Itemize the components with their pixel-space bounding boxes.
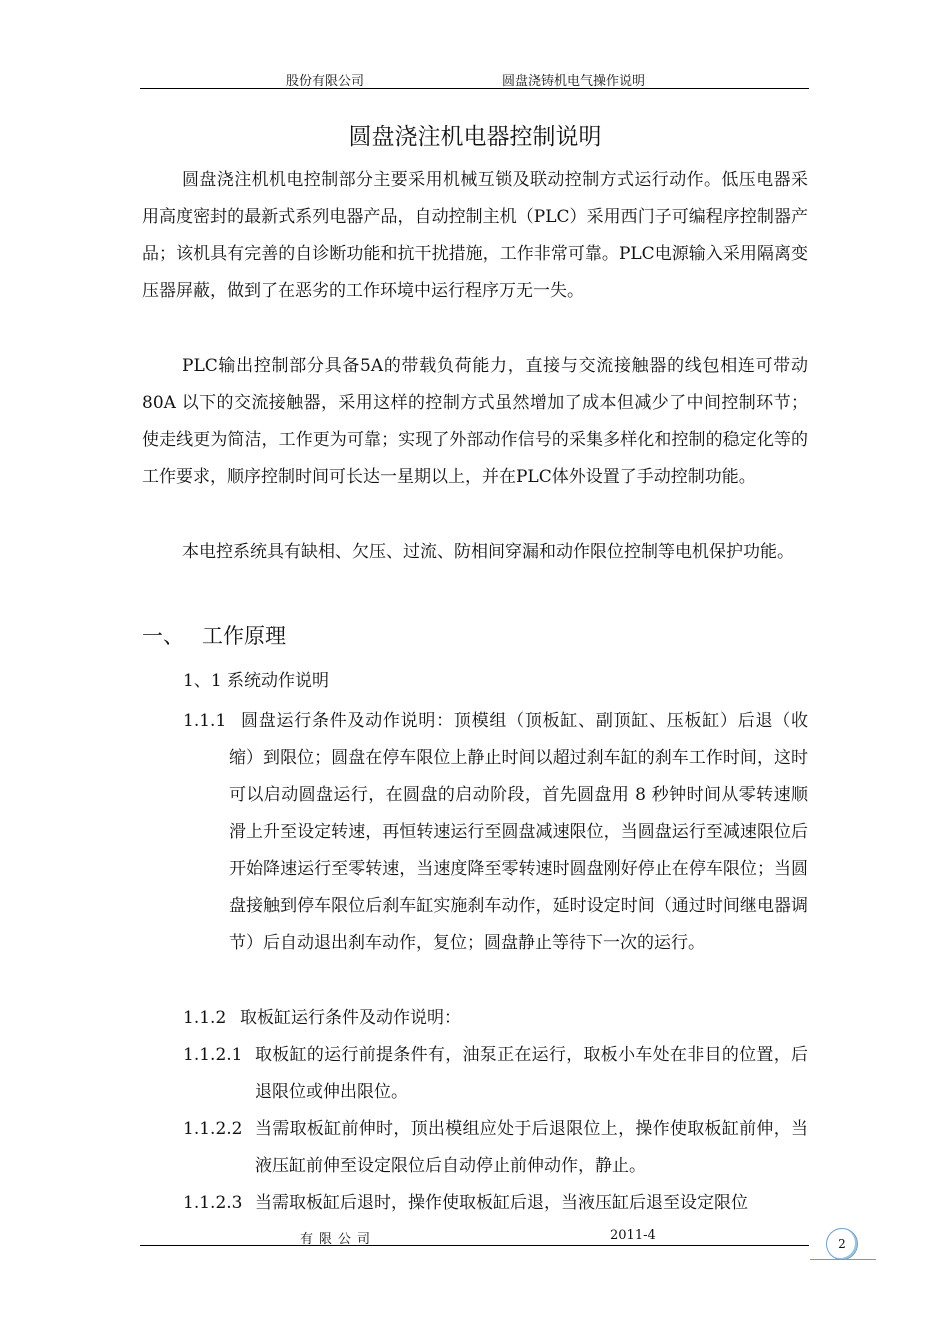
item-text: 当需取板缸前伸时，顶出模组应处于后退限位上，操作使取板缸前伸，当液压缸前伸至设定限位后自动停止前伸动作，静止。 [255,1119,808,1176]
header-company: 股份有限公司 [286,74,365,89]
list-item [183,703,808,1003]
item-number: 1.1.1 [183,711,227,731]
header-doc-name: 圆盘浇铸机电气操作说明 [502,74,646,89]
item-text: 当需取板缸后退时，操作使取板缸后退，当液压缸后退至设定限位 [255,1193,748,1213]
item-number: 1.1.2.3 [183,1193,243,1213]
section-number: 一、 [142,624,184,648]
list-item [183,1037,808,1111]
item-number: 1.1.2.2 [183,1119,243,1139]
page-number-underline [810,1259,876,1260]
paragraph-protection: 本电控系统具有缺相、欠压、过流、防相间穿漏和动作限位控制等电机保护功能。 [182,542,794,562]
page-number-badge: 2 [826,1228,858,1260]
subsection-heading: 1、1 系统动作说明 [183,671,330,691]
item-number: 1.1.2 [183,1008,227,1028]
list-item [183,1111,808,1185]
item-text: 圆盘运行条件及动作说明：顶模组（顶板缸、副顶缸、压板缸）后退（收缩）到限位；圆盘在停车限位上静止时间以超过刹车缸的刹车工作时间，这时可以启动圆盘运行，在圆盘的启动阶段，首先圆盘用 8 秒钟时间从零转速顺滑上升至设定转速，再恒转速运行至圆盘减速限位，当圆盘运行至减速限位后开始降速运行至零转速，当速度降至零转速时圆盘刚好停止在停车限位；当圆盘接触到停车限位后刹车缸实施刹车动作，延时设定时间（通过时间继电器调节）后自动退出刹车动作，复位；圆盘静止等待下一次的运行。 [229,711,808,953]
list-item [183,1185,808,1222]
section-heading [142,620,286,650]
header-rule [140,88,809,89]
item-number: 1.1.2.1 [183,1045,243,1065]
section-title: 工作原理 [202,624,286,648]
footer-company: 有限公司 [300,1232,377,1247]
footer-rule [140,1245,809,1246]
document-title: 圆盘浇注机电器控制说明 [348,124,602,150]
item-text: 取板缸的运行前提条件有，油泵正在运行，取板小车处在非目的位置，后退限位或伸出限位。 [255,1045,808,1102]
paragraph-intro: 圆盘浇注机机电控制部分主要采用机械互锁及联动控制方式运行动作。低压电器采用高度密封的最新式系列电器产品，自动控制主机（PLC）采用西门子可编程序控制器产品；该机具有完善的自诊断功能和抗干扰措施，工作非常可靠。PLC电源输入采用隔离变压器屏蔽，做到了在恶劣的工作环境中运行程序万无一失。 [142,170,808,301]
list-item [183,1000,808,1037]
paragraph-plc-output: PLC输出控制部分具备5A的带载负荷能力，直接与交流接触器的线包相连可带动 80A 以下的交流接触器，采用这样的控制方式虽然增加了成本但减少了中间控制环节；使走线更为简洁，工作更为可靠；实现了外部动作信号的采集多样化和控制的稳定化等的工作要求，顺序控制时间可长达一星期以上，并在PLC体外设置了手动控制功能。 [142,356,808,487]
item-text: 取板缸运行条件及动作说明： [240,1008,461,1028]
footer-date: 2011-4 [610,1228,656,1243]
